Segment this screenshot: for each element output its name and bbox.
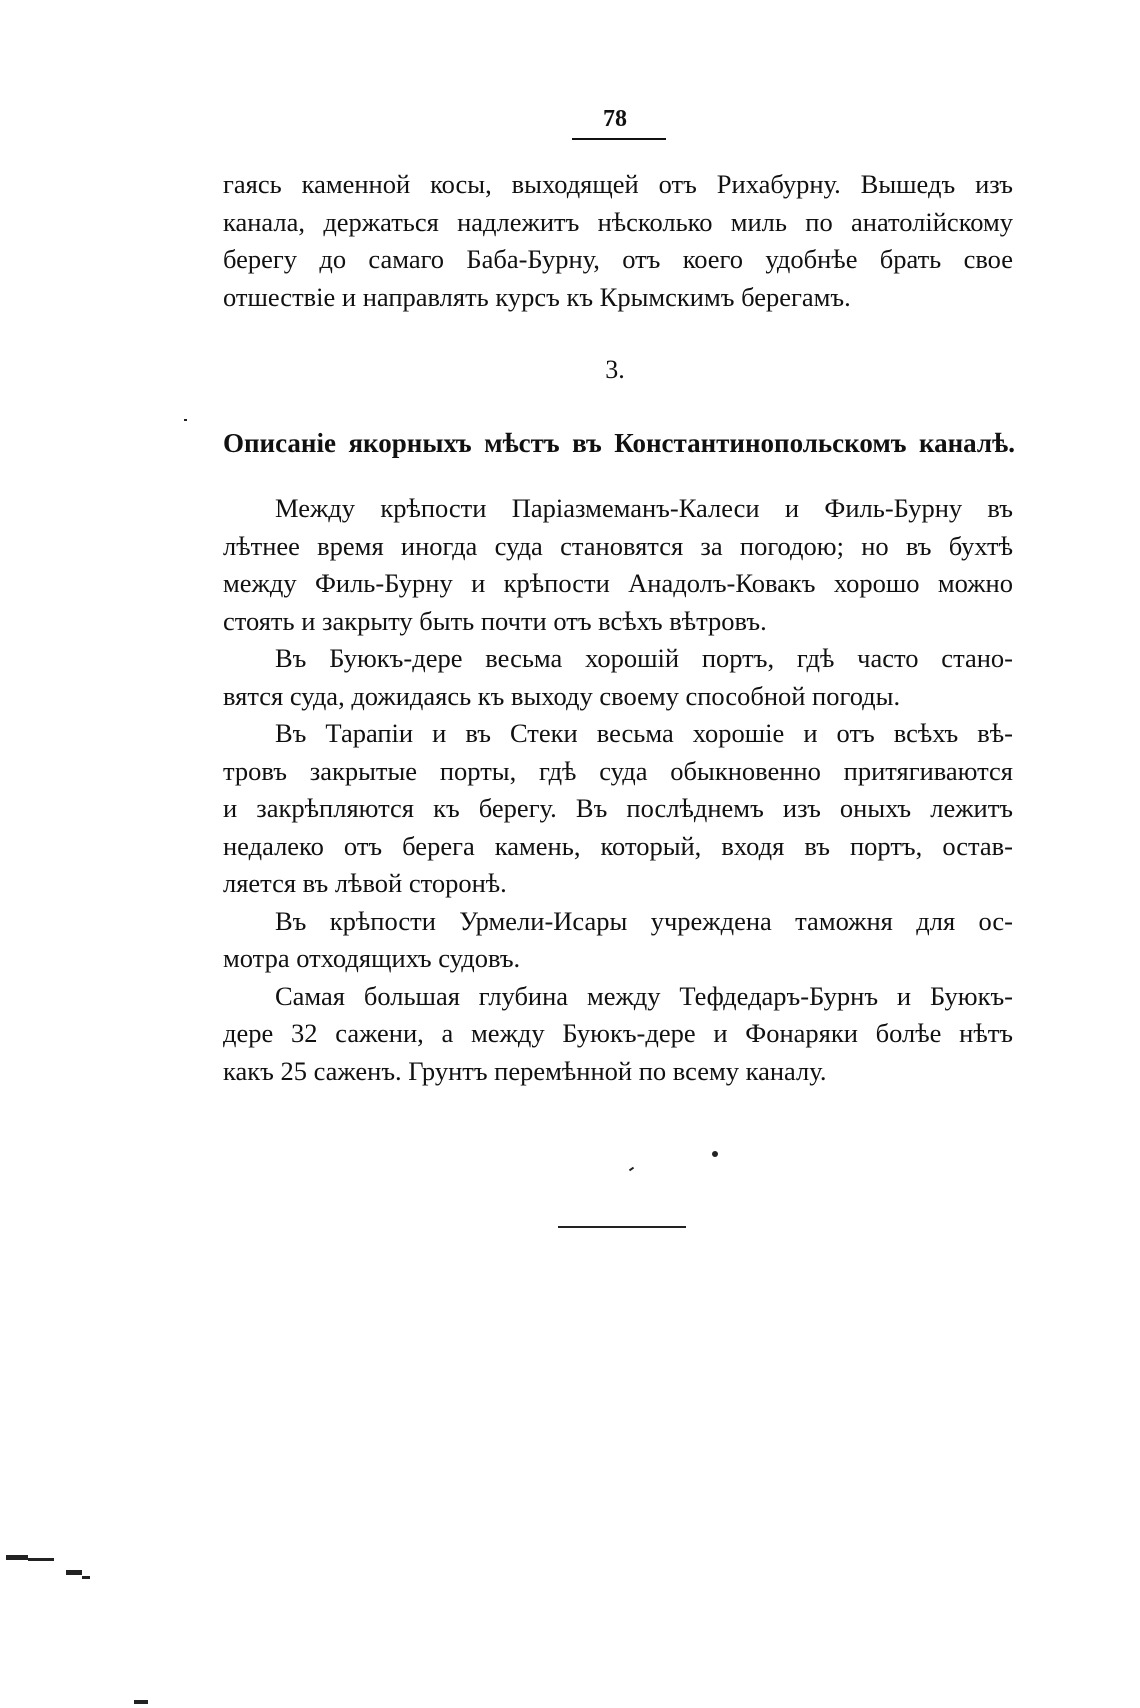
text-line: и закрѣпляются къ берегу. Въ послѣднемъ изъ оныхъ лежитъ bbox=[223, 793, 1013, 823]
scan-artifact bbox=[82, 1576, 90, 1579]
paragraph bbox=[223, 640, 1013, 715]
text-line: берегу до самаго Баба-Бурну, отъ коего удобнѣе брать свое bbox=[223, 244, 1013, 274]
text-line: Въ крѣпости Урмели-Исары учреждена таможня для ос- bbox=[275, 905, 1013, 936]
paragraph bbox=[223, 978, 1013, 1091]
section-number: 3. bbox=[605, 355, 625, 384]
paragraph bbox=[223, 903, 1013, 978]
print-speck bbox=[629, 1167, 634, 1172]
page-number-rule bbox=[572, 138, 666, 140]
page-number: 78 bbox=[603, 106, 627, 132]
paragraph bbox=[223, 490, 1013, 640]
print-dot bbox=[712, 1151, 718, 1157]
scan-artifact bbox=[28, 1558, 54, 1561]
text-line: дере 32 сажени, а между Буюкъ-дере и Фонаряки болѣе нѣтъ bbox=[223, 1018, 1013, 1048]
text-line: стоять и закрыту быть почти отъ всѣхъ вѣтровъ. bbox=[223, 605, 767, 636]
text-line: Между крѣпости Паріазмеманъ-Калеси и Филь-Бурну въ bbox=[275, 493, 1013, 523]
text-line: тровъ закрытые порты, гдѣ суда обыкновенно притягиваются bbox=[223, 755, 1013, 786]
body-text bbox=[223, 490, 1013, 1090]
text-line: Въ Буюкъ-дере весьма хорошій портъ, гдѣ часто стано- bbox=[275, 643, 1013, 673]
text-line: отшествіе и направлять курсъ къ Крымскимъ берегамъ. bbox=[223, 281, 851, 312]
text-line: лѣтнее время иногда суда становятся за погодою; но въ бухтѣ bbox=[223, 530, 1013, 561]
text-line: гаясь каменной косы, выходящей отъ Рихабурну. Вышедъ изъ bbox=[223, 169, 1013, 199]
text-line: между Филь-Бурну и крѣпости Анадолъ-Ковакъ хорошо можно bbox=[223, 568, 1013, 598]
text-line: ляется въ лѣвой сторонѣ. bbox=[223, 868, 507, 898]
section-heading: Описаніе якорныхъ мѣстъ въ Константинопольскомъ каналѣ. bbox=[223, 428, 1015, 458]
text-line: Самая большая глубина между Тефдедаръ-Бурнъ и Буюкъ- bbox=[275, 980, 1013, 1011]
opening-paragraph bbox=[223, 166, 1013, 316]
scan-speck bbox=[184, 419, 187, 421]
scan-artifact bbox=[134, 1700, 148, 1704]
scan-artifact bbox=[6, 1555, 28, 1560]
text-line: канала, держаться надлежитъ нѣсколько миль по анатолійскому bbox=[223, 206, 1013, 237]
text-line: Въ Тарапіи и въ Стеки весьма хорошіе и отъ всѣхъ вѣ- bbox=[275, 718, 1013, 748]
text-line: мотра отходящихъ судовъ. bbox=[223, 943, 521, 973]
text-line: какъ 25 саженъ. Грунтъ перемѣнной по всему каналу. bbox=[223, 1055, 827, 1086]
paragraph bbox=[223, 715, 1013, 903]
text-line: вятся суда, дожидаясь къ выходу своему способной погоды. bbox=[223, 680, 901, 711]
scan-artifact bbox=[66, 1570, 82, 1575]
text-line: недалеко отъ берега камень, который, входя въ портъ, остав- bbox=[223, 830, 1013, 861]
closing-rule bbox=[558, 1226, 686, 1228]
